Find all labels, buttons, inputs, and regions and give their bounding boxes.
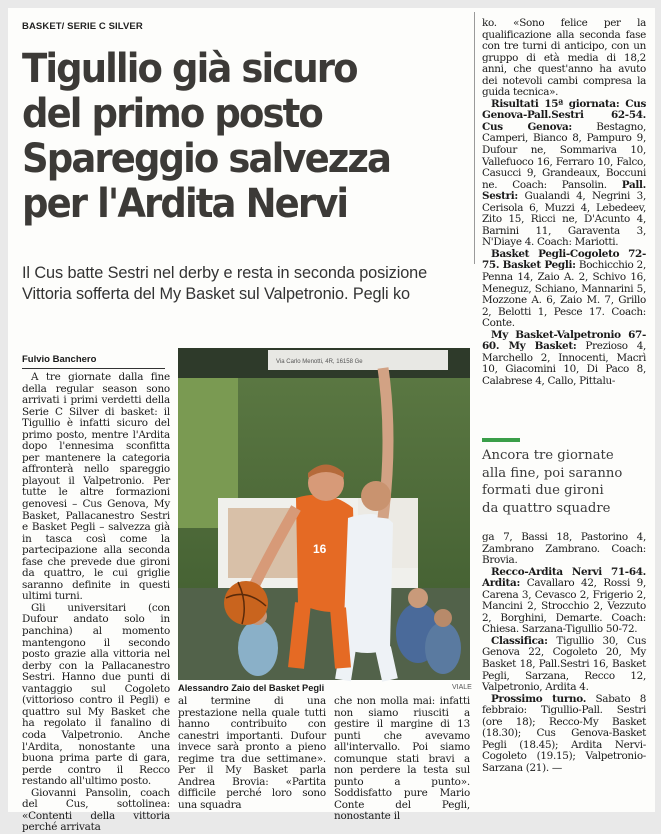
body-column-4: ko. «Sono felice per la qualificazione alla seconda fase con tre turni di anticipo, con un gruppo di età media di 18,2 anni, che quest'anno ha avuto dei notevoli cambi compresa la guida tecnica». Risultati 15ª giornata: Cus Genova-Pall.Sestri 62-54. Cus Genova: Bestagno, Camperi, Bianco 8, Pampuro 9, Dufour ne, Sommariva 10, Vallefuoco 16, Ferraro 10, Falco, Casucci 9, Grandeaux, Boccuni ne. Coach: Pansolin. Pall. Sestri: Gualandi 4, Negrini 3, Cerisola 6, Muzzi 4, Lebedeev, Zito 15, Ricci ne, D'Acunto 4, Barnini 11, Garaventa 3, N'Diaye 4. Coach: Mariotti. Basket Pegli-Cogoleto 72-75. Basket Pegli: Bochicchio 2, Penna 14, Zaio A. 2, Schivo 16, Meneguz, Schiano, Mannarini 5, Mozzone A. 6, Zaio M. 7, Grillo 2, Belotti 1, Pesce 17. Coach: Conte. My Basket-Valpetronio 67-60. My Basket: Prezioso 4, Marchello 2, Innocenti, Macrì 10, Giacomini 10, Di Paco 8, Calabrese 4, Callo, Pittalu-	[482, 17, 647, 387]
body-column-5: ga 7, Bassi 18, Pastorino 4, Zambrano Zambrano. Coach: Brovia. Recco-Ardita Nervi 71-64. Ardita: Cavallaro 42, Rossi 9, Carena 3, Cevasco 2, Frigerio 2, Mancini 2, Strocchio 2, Vezzuto 2, Borghini, Demarte. Coach: Chiesa. Sarzana-Tigullio 50-72. Classifica: Tigullio 30, Cus Genova 22, Cogoleto 20, My Basket 18, Pall.Sestri 16, Basket Pegli, Sarzana, Recco 12, Valpetronio, Ardita 4. Prossimo turno. Sabato 8 febbraio: Tigullio-Pall. Sestri (ore 18); Recco-My Basket (18.30); Cus Genova-Basket Pegli (18.45); Ardita Nervi-Cogoleto (19.15); Valpetronio-Sarzana (21). —	[482, 531, 647, 774]
author-byline: Fulvio Banchero	[22, 354, 97, 365]
pull-quote-line-3: formati due gironi	[482, 483, 604, 498]
pull-quote-line-1: Ancora tre giornate	[482, 448, 614, 463]
headline-line-4: per l'Ardita Nervi	[22, 180, 348, 227]
subhead-line-2: Vittoria sofferta del My Basket sul Valpetronio. Pegli ko	[22, 285, 410, 303]
byline-rule	[22, 368, 165, 369]
body-column-3: che non molla mai: infatti non siamo riusciti a gestire il margine di 13 punti che avevamo all'intervallo. Poi siamo comunque stati bravi a non perdere la testa sul punto a punto». Soddisfatto pure Mario Conte del Pegli, nonostante il	[334, 695, 470, 823]
subhead-line-1: Il Cus batte Sestri nel derby e resta in seconda posizione	[22, 264, 428, 282]
basketball-photo	[178, 348, 470, 680]
headline-line-3: Spareggio salvezza	[22, 135, 391, 182]
pull-quote-top-bar	[482, 438, 520, 442]
photo-caption: Alessandro Zaio del Basket Pegli	[178, 683, 325, 693]
svg-text:16: 16	[313, 542, 327, 556]
headline-line-1: Tigullio già sicuro	[22, 45, 357, 92]
column-divider	[474, 12, 475, 264]
body-column-2: al termine di una prestazione nella quale tutti hanno contribuito con canestri importanti. Dufour invece sarà pronto a pieno regime tra due settimane». Per il My Basket parla Andrea Brovia: «Partita difficile perché loro sono una squadra	[178, 695, 326, 811]
pull-quote-line-2: alla fine, poi saranno	[482, 465, 623, 481]
newspaper-page	[8, 8, 655, 834]
pull-quote-line-4: da quattro squadre	[482, 500, 611, 516]
photo-credit: VIALE	[452, 684, 472, 691]
pull-quote	[482, 447, 622, 517]
headline-line-2: del primo posto	[22, 90, 322, 137]
section-tag: BASKET/ SERIE C SILVER	[22, 21, 143, 32]
svg-text:Via Carlo Menotti, 4R, 16158 G: Via Carlo Menotti, 4R, 16158 Ge	[276, 359, 363, 365]
article-photo	[178, 348, 470, 680]
body-column-1: A tre giornate dalla fine della regular season sono arrivati i primi verdetti della Serie C Silver di basket: il Tigullio è infatti sicuro del primo posto, mentre l'Ardita dopo l'ennesima sconfitta per mantenere la categoria affronterà nello spareggio playout il Valpetronio. Per tutte le altre formazioni genovesi – Cus Genova, My Basket, Pallacanestro Sestri e Basket Pegli – salvezza già in tasca così come la partecipazione alla seconda fase che prevede due gironi da quattro, le cui griglie saranno definite in questi ultimi turni. Gli universitari (con Dufour andato solo in panchina) al momento mantengono il secondo posto grazie alla vittoria nel derby con la Pallacanestro Sestri. Hanno due punti di vantaggio sul Cogoleto (vittorioso contro il Pegli) e quattro sul My Basket che ha regolato il fanalino di coda Valpetronio. Anche l'Ardita, nonostante una buona prima parte di gara, perde contro il Recco restando all'ultimo posto. Giovanni Pansolin, coach del Cus, sottolinea: «Contenti della vittoria perché arrivata	[22, 371, 170, 834]
